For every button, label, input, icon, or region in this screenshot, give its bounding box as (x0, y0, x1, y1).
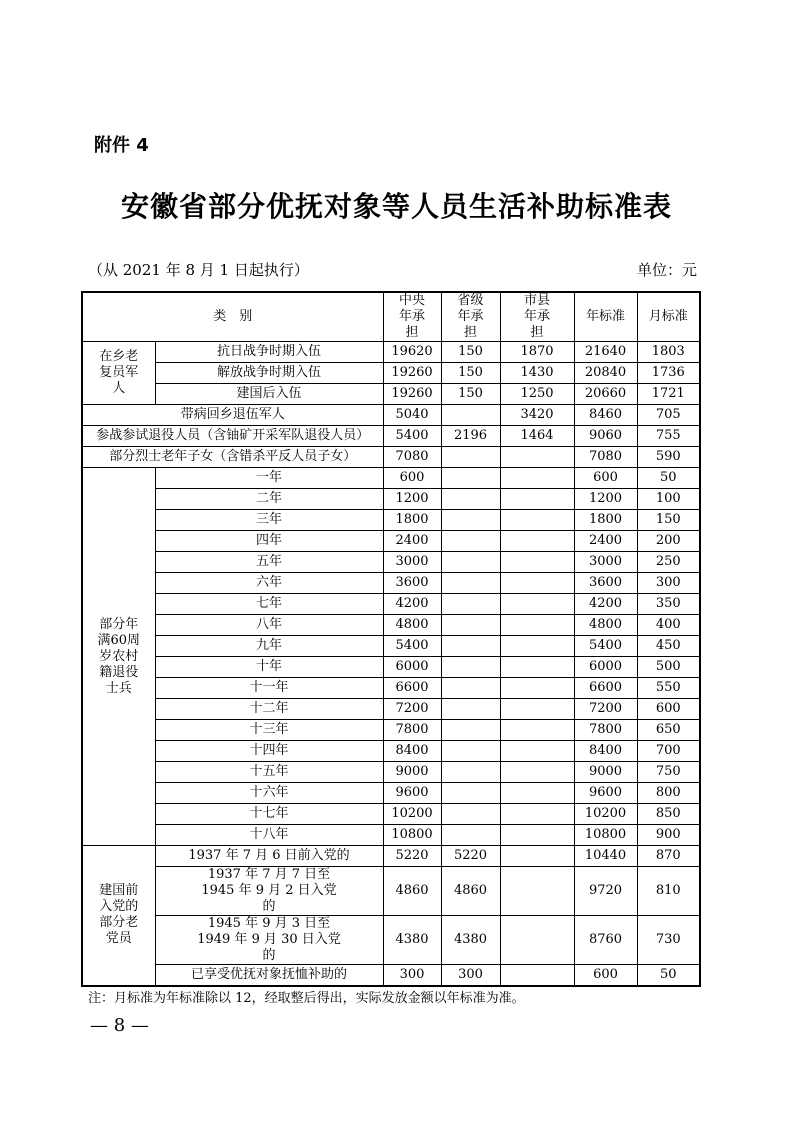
monthly-value: 590 (637, 447, 700, 468)
table-row (82, 615, 700, 636)
central-value: 1800 (383, 510, 441, 531)
row-name: 1945 年 9 月 3 日至 1949 年 9 月 30 日入党的 (155, 916, 383, 965)
row-name: 十六年 (155, 783, 383, 804)
provincial-value (441, 720, 500, 741)
central-value: 10800 (383, 825, 441, 846)
table-row (82, 342, 700, 363)
provincial-value (441, 615, 500, 636)
central-value: 3600 (383, 573, 441, 594)
provincial-value (441, 510, 500, 531)
provincial-value: 2196 (441, 426, 500, 447)
central-value: 5400 (383, 636, 441, 657)
row-name: 抗日战争时期入伍 (155, 342, 383, 363)
monthly-value: 400 (637, 615, 700, 636)
annual-value: 6600 (574, 678, 637, 699)
city-value (500, 783, 574, 804)
monthly-value: 550 (637, 678, 700, 699)
group-soldiers-label: 部分年满60周岁农村籍退役士兵 (82, 468, 155, 846)
city-value: 1250 (500, 384, 574, 405)
provincial-value (441, 405, 500, 426)
provincial-value: 300 (441, 965, 500, 986)
annual-value: 9060 (574, 426, 637, 447)
monthly-value: 1721 (637, 384, 700, 405)
annual-value: 9000 (574, 762, 637, 783)
monthly-value: 850 (637, 804, 700, 825)
city-value (500, 741, 574, 762)
annual-value: 8760 (574, 916, 637, 965)
table-row (82, 468, 700, 489)
table-row (82, 867, 700, 916)
monthly-value: 200 (637, 531, 700, 552)
footnote: 注：月标准为年标准除以 12，经取整后得出，实际发放金额以年标准为准。 (88, 991, 525, 1006)
central-value: 7080 (383, 447, 441, 468)
monthly-value: 700 (637, 741, 700, 762)
provincial-value: 150 (441, 384, 500, 405)
monthly-value: 50 (637, 965, 700, 986)
standards-table (81, 291, 701, 987)
row-name: 十二年 (155, 699, 383, 720)
city-value (500, 846, 574, 867)
annual-value: 600 (574, 965, 637, 986)
annual-value: 7200 (574, 699, 637, 720)
provincial-value (441, 657, 500, 678)
monthly-value: 705 (637, 405, 700, 426)
table-row (82, 699, 700, 720)
provincial-value: 150 (441, 363, 500, 384)
group-veterans-label: 在乡老复员军人 (82, 342, 155, 405)
row-name: 六年 (155, 573, 383, 594)
table-row (82, 965, 700, 986)
city-value (500, 468, 574, 489)
provincial-value (441, 783, 500, 804)
provincial-value (441, 552, 500, 573)
central-value: 6600 (383, 678, 441, 699)
provincial-value (441, 573, 500, 594)
city-value: 1870 (500, 342, 574, 363)
annual-value: 8460 (574, 405, 637, 426)
monthly-value: 755 (637, 426, 700, 447)
annual-value: 3000 (574, 552, 637, 573)
annual-value: 1200 (574, 489, 637, 510)
annual-value: 20840 (574, 363, 637, 384)
table-row (82, 783, 700, 804)
table-row (82, 447, 700, 468)
city-value (500, 804, 574, 825)
city-value (500, 531, 574, 552)
row-name: 十五年 (155, 762, 383, 783)
central-value: 9000 (383, 762, 441, 783)
monthly-value: 900 (637, 825, 700, 846)
provincial-value (441, 489, 500, 510)
annual-value: 4200 (574, 594, 637, 615)
table-row (82, 426, 700, 447)
central-value: 8400 (383, 741, 441, 762)
table-row (82, 678, 700, 699)
central-value: 1200 (383, 489, 441, 510)
central-value: 6000 (383, 657, 441, 678)
annual-value: 10200 (574, 804, 637, 825)
provincial-value: 150 (441, 342, 500, 363)
page-number: — 8 — (90, 1015, 149, 1036)
city-value (500, 825, 574, 846)
monthly-value: 650 (637, 720, 700, 741)
annual-value: 9720 (574, 867, 637, 916)
city-value (500, 489, 574, 510)
row-name: 十四年 (155, 741, 383, 762)
table-row (82, 825, 700, 846)
city-value (500, 552, 574, 573)
central-value: 4380 (383, 916, 441, 965)
central-value: 7800 (383, 720, 441, 741)
table-row (82, 384, 700, 405)
header-central: 中央年承担 (383, 292, 441, 342)
city-value (500, 916, 574, 965)
annual-value: 10800 (574, 825, 637, 846)
table-row (82, 363, 700, 384)
city-value (500, 615, 574, 636)
row-name: 四年 (155, 531, 383, 552)
table-header-row (82, 292, 700, 342)
annual-value: 8400 (574, 741, 637, 762)
group-party-label: 建国前入党的部分老党员 (82, 846, 155, 986)
table-row (82, 552, 700, 573)
row-name: 1937 年 7 月 7 日至 1945 年 9 月 2 日入党的 (155, 867, 383, 916)
provincial-value (441, 678, 500, 699)
city-value (500, 573, 574, 594)
city-value (500, 720, 574, 741)
annual-value: 7800 (574, 720, 637, 741)
header-provincial: 省级年承担 (441, 292, 500, 342)
provincial-value (441, 531, 500, 552)
monthly-value: 300 (637, 573, 700, 594)
annual-value: 600 (574, 468, 637, 489)
city-value (500, 657, 574, 678)
table-row (82, 762, 700, 783)
table-row (82, 720, 700, 741)
annual-value: 1800 (574, 510, 637, 531)
city-value (500, 699, 574, 720)
city-value (500, 636, 574, 657)
row-name: 十一年 (155, 678, 383, 699)
provincial-value (441, 447, 500, 468)
monthly-value: 1736 (637, 363, 700, 384)
central-value: 19620 (383, 342, 441, 363)
effective-date: （从 2021 年 8 月 1 日起执行） (88, 261, 309, 279)
annual-value: 5400 (574, 636, 637, 657)
table-row (82, 531, 700, 552)
monthly-value: 250 (637, 552, 700, 573)
central-value: 7200 (383, 699, 441, 720)
row-name: 十八年 (155, 825, 383, 846)
central-value: 4800 (383, 615, 441, 636)
provincial-value (441, 804, 500, 825)
table-row (82, 741, 700, 762)
provincial-value (441, 636, 500, 657)
provincial-value (441, 699, 500, 720)
row-name: 三年 (155, 510, 383, 531)
city-value (500, 510, 574, 531)
annual-value: 10440 (574, 846, 637, 867)
table-row (82, 916, 700, 965)
header-category: 类 别 (82, 292, 383, 342)
annual-value: 21640 (574, 342, 637, 363)
header-annual: 年标准 (574, 292, 637, 342)
provincial-value (441, 762, 500, 783)
row-name: 十年 (155, 657, 383, 678)
central-value: 5400 (383, 426, 441, 447)
annual-value: 20660 (574, 384, 637, 405)
central-value: 4200 (383, 594, 441, 615)
provincial-value (441, 825, 500, 846)
central-value: 2400 (383, 531, 441, 552)
monthly-value: 150 (637, 510, 700, 531)
monthly-value: 50 (637, 468, 700, 489)
provincial-value (441, 594, 500, 615)
unit-label: 单位：元 (636, 261, 697, 279)
row-name: 二年 (155, 489, 383, 510)
central-value: 9600 (383, 783, 441, 804)
city-value: 3420 (500, 405, 574, 426)
central-value: 10200 (383, 804, 441, 825)
city-value (500, 447, 574, 468)
monthly-value: 1803 (637, 342, 700, 363)
row-name: 带病回乡退伍军人 (82, 405, 383, 426)
monthly-value: 870 (637, 846, 700, 867)
provincial-value (441, 468, 500, 489)
table-row (82, 657, 700, 678)
city-value (500, 867, 574, 916)
provincial-value: 4380 (441, 916, 500, 965)
table-row (82, 573, 700, 594)
table-row (82, 804, 700, 825)
central-value: 19260 (383, 384, 441, 405)
row-name: 十三年 (155, 720, 383, 741)
monthly-value: 730 (637, 916, 700, 965)
row-name: 八年 (155, 615, 383, 636)
central-value: 300 (383, 965, 441, 986)
city-value: 1464 (500, 426, 574, 447)
table-row (82, 594, 700, 615)
monthly-value: 450 (637, 636, 700, 657)
annual-value: 2400 (574, 531, 637, 552)
table-row (82, 405, 700, 426)
attachment-label: 附件 4 (94, 135, 149, 156)
annual-value: 3600 (574, 573, 637, 594)
monthly-value: 600 (637, 699, 700, 720)
monthly-value: 800 (637, 783, 700, 804)
provincial-value: 4860 (441, 867, 500, 916)
monthly-value: 350 (637, 594, 700, 615)
annual-value: 7080 (574, 447, 637, 468)
row-name: 十七年 (155, 804, 383, 825)
table-row (82, 636, 700, 657)
monthly-value: 750 (637, 762, 700, 783)
page-title: 安徽省部分优抚对象等人员生活补助标准表 (120, 190, 672, 223)
annual-value: 9600 (574, 783, 637, 804)
row-name: 五年 (155, 552, 383, 573)
row-name: 已享受优抚对象抚恤补助的 (155, 965, 383, 986)
monthly-value: 100 (637, 489, 700, 510)
row-name: 七年 (155, 594, 383, 615)
central-value: 5040 (383, 405, 441, 426)
monthly-value: 500 (637, 657, 700, 678)
row-name: 解放战争时期入伍 (155, 363, 383, 384)
annual-value: 4800 (574, 615, 637, 636)
row-name: 1937 年 7 月 6 日前入党的 (155, 846, 383, 867)
central-value: 5220 (383, 846, 441, 867)
monthly-value: 810 (637, 867, 700, 916)
row-name: 一年 (155, 468, 383, 489)
table-row (82, 846, 700, 867)
central-value: 4860 (383, 867, 441, 916)
city-value (500, 762, 574, 783)
provincial-value (441, 741, 500, 762)
central-value: 3000 (383, 552, 441, 573)
central-value: 600 (383, 468, 441, 489)
city-value: 1430 (500, 363, 574, 384)
row-name: 参战参试退役人员（含铀矿开采军队退役人员） (82, 426, 383, 447)
row-name: 建国后入伍 (155, 384, 383, 405)
header-city: 市县年承担 (500, 292, 574, 342)
table-row (82, 510, 700, 531)
table-row (82, 489, 700, 510)
header-monthly: 月标准 (637, 292, 700, 342)
central-value: 19260 (383, 363, 441, 384)
row-name: 部分烈士老年子女（含错杀平反人员子女） (82, 447, 383, 468)
city-value (500, 594, 574, 615)
row-name: 九年 (155, 636, 383, 657)
city-value (500, 678, 574, 699)
provincial-value: 5220 (441, 846, 500, 867)
annual-value: 6000 (574, 657, 637, 678)
city-value (500, 965, 574, 986)
